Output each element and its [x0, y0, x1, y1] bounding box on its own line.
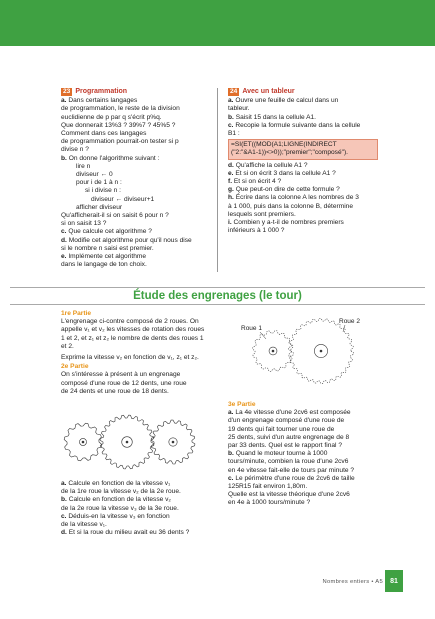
- exercise-23-header: [61, 88, 211, 96]
- text-line: Et si on écrit 4 ?: [233, 178, 282, 186]
- three-gears-figure: [61, 402, 201, 482]
- text-line: On donne l'algorithme suivant :: [68, 154, 160, 162]
- text-line: inférieurs à 1 000 ?: [228, 227, 285, 235]
- question-label: f.: [228, 178, 233, 186]
- question-label: a.: [61, 97, 67, 105]
- spreadsheet-formula-box: [228, 139, 378, 159]
- text-line: Que calcule cet algorithme ?: [68, 228, 152, 236]
- text-line: Qu'affiche la cellule A1 ?: [235, 161, 308, 169]
- roue-1-label: Roue 1: [241, 325, 262, 332]
- question-label: b.: [228, 450, 234, 458]
- text-line: Déduis-en la vitesse v₃ en fonction: [68, 512, 170, 520]
- text-line: tableur.: [228, 105, 250, 113]
- text-line: 1 et 2, et z₁ et z₂ le nombre de dents des roues 1: [61, 334, 204, 342]
- text-line: Écrire dans la colonne A les nombres de 3: [235, 194, 359, 202]
- text-line: de programmation pourrait-on tester si p: [61, 138, 179, 146]
- text-line: par 33 dents. Quel est le rapport final ?: [228, 442, 342, 450]
- text-line: divise n ?: [61, 146, 89, 154]
- question-label: b.: [228, 113, 234, 121]
- question-label: b.: [61, 496, 67, 504]
- algorithm-line: diviseur ← diviseur+1: [91, 195, 155, 203]
- text-line: Et si la roue du milieu avait eu 36 dents ?: [68, 529, 190, 537]
- text-line: lesquels sont premiers.: [228, 210, 296, 218]
- algorithm-line: afficher diviseur: [76, 203, 123, 211]
- gear-roue-1-center: [272, 350, 274, 352]
- text-line: 19 dents qui fait tourner une roue de: [228, 425, 335, 433]
- text-line: Dans certains langages: [68, 97, 138, 105]
- part-2-questions: [61, 480, 231, 537]
- question-label: e.: [228, 169, 234, 177]
- column-divider: [217, 88, 218, 272]
- question-label: a.: [228, 409, 234, 417]
- text-line: composé d'une roue de 12 dents, une roue: [61, 379, 187, 387]
- part-3: [228, 400, 388, 508]
- text-line: Modifie cet algorithme pour qu'il nous dise: [68, 236, 192, 244]
- exercise-number-badge: 23: [63, 88, 71, 96]
- question-label: b.: [61, 154, 67, 162]
- text-line: 125R15 fait environ 1,80m.: [228, 483, 308, 491]
- text-line: d'un engrenage composé d'une roue de: [228, 417, 345, 425]
- text-line: Comment dans ces langages: [61, 130, 147, 138]
- exercise-number-badge: 24: [230, 88, 238, 96]
- text-line: dans le langage de ton choix.: [61, 261, 147, 269]
- text-line: La 4e vitesse d'une 2cv6 est composée: [235, 409, 351, 417]
- question-label: a.: [228, 97, 234, 105]
- text-line: On s'intéresse à présent à un engrenage: [61, 371, 181, 379]
- text-line: Quelle est la vitesse théorique d'une 2cv6: [228, 491, 350, 499]
- text-line: Recopie la formule suivante dans la cellule: [235, 121, 361, 129]
- part-2-title: 2e Partie: [61, 363, 89, 371]
- page-number: 81: [385, 570, 403, 592]
- text-line: Exprime la vitesse v₂ en fonction de v₁, z₁ et z₂.: [61, 354, 199, 362]
- text-line: de 24 dents et une roue de 18 dents.: [61, 387, 169, 395]
- algorithm-line: pour i de 1 à n :: [76, 179, 122, 187]
- text-line: si le nombre n saisi est premier.: [61, 244, 154, 252]
- footer-chapter: Nombres entiers • A5: [322, 579, 383, 585]
- algorithm-line: diviseur ← 0: [76, 171, 113, 179]
- algorithm-line: lire n: [76, 162, 91, 170]
- roue-2-label: Roue 2: [339, 318, 360, 325]
- text-line: euclidienne de p par q s'écrit p%q.: [61, 113, 162, 121]
- question-label: c.: [61, 228, 67, 236]
- exercise-title: Programmation: [75, 88, 128, 95]
- gear-roue-2-center: [320, 350, 322, 352]
- text-line: Implémente cet algorithme: [68, 253, 147, 261]
- part-1-title: 1re Partie: [61, 310, 92, 317]
- formula-line: ("2:"&A1-1))<>0));"premier";"composé").: [231, 149, 349, 157]
- question-label: h.: [228, 194, 234, 202]
- exercise-23: [61, 88, 211, 269]
- formula-line: =SI(ET((MOD(A1;LIGNE(INDIRECT: [231, 141, 337, 149]
- top-green-banner: [0, 0, 435, 46]
- section-title: Étude des engrenages (le tour): [133, 290, 302, 302]
- algorithm-line: si i divise n :: [85, 187, 121, 195]
- gear-24-teeth-center: [126, 441, 128, 443]
- question-label: e.: [61, 253, 67, 261]
- text-line: Calcule en fonction de la vitesse v₁: [68, 480, 171, 487]
- gear-18-teeth-center: [172, 441, 174, 443]
- two-gears-figure: [233, 306, 363, 396]
- question-label: d.: [228, 161, 234, 169]
- question-label: i.: [228, 219, 232, 227]
- text-line: en 4e vitesse fait-elle de tours par minute ?: [228, 466, 355, 474]
- text-line: et 2.: [61, 342, 74, 350]
- part-3-title: 3e Partie: [228, 401, 256, 408]
- exercise-24: [228, 88, 378, 235]
- section-divider-top: [10, 287, 425, 288]
- gear-12-teeth-center: [82, 441, 84, 443]
- section-divider-bottom: [10, 304, 425, 305]
- question-label: d.: [61, 529, 67, 537]
- exercise-24-header: [228, 88, 378, 96]
- text-line: de la 1re roue la vitesse v₂ de la 2e roue.: [61, 488, 181, 496]
- exercise-title: Avec un tableur: [242, 88, 295, 95]
- text-line: L'engrenage ci-contre composé de 2 roues. On: [61, 318, 199, 326]
- text-line: Et si on écrit 3 dans la cellule A1 ?: [235, 169, 336, 177]
- question-label: c.: [228, 121, 234, 129]
- text-line: B1 :: [228, 130, 240, 138]
- text-line: de la vitesse v₁.: [61, 521, 107, 529]
- text-line: 25 dents, suivi d'un autre engrenage de 8: [228, 433, 350, 441]
- question-label: c.: [61, 512, 67, 520]
- text-line: en 4e à 1000 tours/minute ?: [228, 499, 311, 507]
- gear-study-left: [61, 309, 231, 396]
- question-label: d.: [61, 236, 67, 244]
- text-line: Quand le moteur tourne à 1000: [235, 450, 328, 458]
- text-line: Saisit 15 dans la cellule A1.: [235, 113, 316, 121]
- text-line: appelle v₁ et v₂ les vitesses de rotation des roues: [61, 326, 205, 334]
- text-line: Que donnerait 13%3 ? 39%7 ? 45%5 ?: [61, 121, 176, 129]
- text-line: de la 2e roue la vitesse v₃ de la 3e roue.: [61, 504, 179, 512]
- text-line: Calcule en fonction de la vitesse v₂: [68, 496, 171, 504]
- question-label: c.: [228, 474, 234, 482]
- question-label: a.: [61, 480, 67, 487]
- text-line: à 1 000, puis dans la colonne B, détermine: [228, 202, 353, 210]
- question-label: g.: [228, 186, 234, 194]
- text-line: tours/minute, combien la roue d'une 2cv6: [228, 458, 349, 466]
- text-line: de programmation, le reste de la division: [61, 105, 180, 113]
- text-line: si on saisit 13 ?: [61, 220, 107, 228]
- text-line: Combien y a-t-il de nombres premiers: [233, 219, 344, 227]
- text-line: Qu'afficherait-il si on saisit 6 pour n ?: [61, 212, 169, 220]
- text-line: Que peut-on dire de cette formule ?: [235, 186, 340, 194]
- text-line: Ouvre une feuille de calcul dans un: [235, 97, 339, 105]
- text-line: Le périmètre d'une roue de 2cv6 de taille: [235, 474, 355, 482]
